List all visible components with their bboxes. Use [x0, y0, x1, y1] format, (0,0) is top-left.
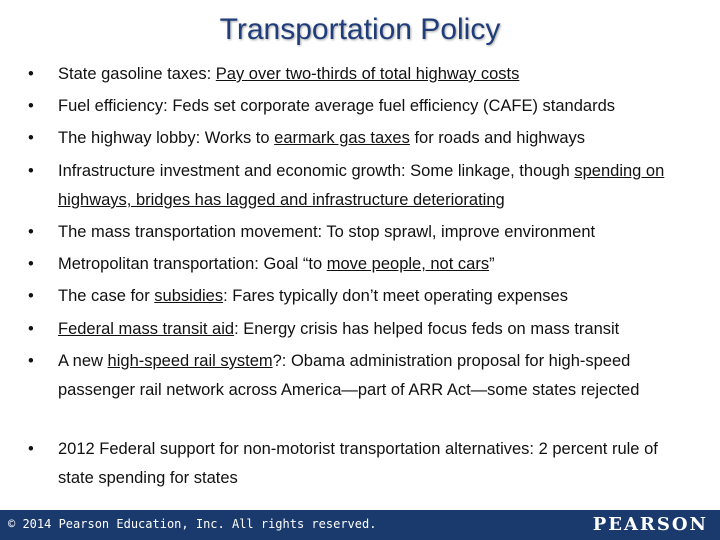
text-segment: for roads and highways [409, 129, 586, 147]
text-segment: The case for [58, 287, 155, 305]
text-segment: ?: Obama administration proposal for high-speed passenger rail network across America—part of ARR Act—some states rejected [58, 352, 640, 399]
bullet-dot: • [28, 129, 34, 147]
bullet-text [58, 435, 688, 493]
text-segment: : Fares typically don’t meet operating expenses [223, 287, 568, 305]
text-segment: The highway lobby: Works to [58, 129, 275, 147]
bullet-dot: • [28, 97, 34, 115]
text-segment: Infrastructure investment and economic growth: Some linkage, though [58, 162, 575, 180]
bullet-dot: • [28, 223, 34, 241]
bullet-text [58, 92, 688, 121]
slide-title: Transportation Policy [219, 13, 501, 46]
copyright-text: © 2014 Pearson Education, Inc. All rights reserved. [8, 517, 377, 531]
text-segment: : [206, 65, 216, 83]
bullet-text [58, 250, 688, 279]
bullet-text [58, 282, 688, 311]
text-segment: 2 percent rule [538, 440, 640, 458]
bullet-text [58, 60, 688, 89]
underlined-text: move people, not cars [326, 255, 490, 273]
text-segment: 2012 Federal support for non-motorist transportation alternatives: [58, 440, 539, 458]
underlined-text: subsidies [154, 287, 224, 305]
text-segment: of state spending for states [58, 440, 658, 487]
text-segment: : Energy crisis has helped focus feds on mass transit [234, 320, 620, 338]
bullet-text [58, 218, 688, 247]
underlined-text: Pay over two-thirds of total highway costs [215, 65, 520, 83]
text-segment: Metropolitan transportation: Goal “to [58, 255, 327, 273]
bullet-dot: • [28, 287, 34, 305]
bullet-dot: • [28, 440, 34, 458]
bullet-dot: • [28, 352, 34, 370]
text-segment: State gasoline taxes [58, 65, 207, 83]
underlined-text: Federal mass transit aid [58, 320, 235, 338]
bullet-text [58, 124, 688, 153]
bullet-dot: • [28, 320, 34, 338]
bullet-text [58, 157, 688, 215]
text-segment: CAFE [488, 97, 533, 115]
underlined-text: earmark gas taxes [274, 129, 410, 147]
text-segment: The mass transportation movement [58, 223, 318, 241]
text-segment: ) standards [532, 97, 616, 115]
text-segment: Fuel efficiency: Feds set corporate average fuel efficiency ( [58, 97, 489, 115]
footer-bar [0, 510, 720, 540]
underlined-text: high-speed rail system [107, 352, 273, 370]
text-segment: A new [58, 352, 108, 370]
text-segment: : To stop sprawl, improve environment [317, 223, 596, 241]
bullet-text [58, 347, 688, 405]
bullet-dot: • [28, 65, 34, 83]
text-segment: ” [489, 255, 495, 273]
pearson-logo: PEARSON [592, 514, 708, 535]
bullet-dot: • [28, 162, 34, 180]
bullet-dot: • [28, 255, 34, 273]
underlined-text: spending on highways, bridges has lagged and infrastructure deteriorating [58, 162, 665, 209]
bullet-text [58, 315, 688, 344]
